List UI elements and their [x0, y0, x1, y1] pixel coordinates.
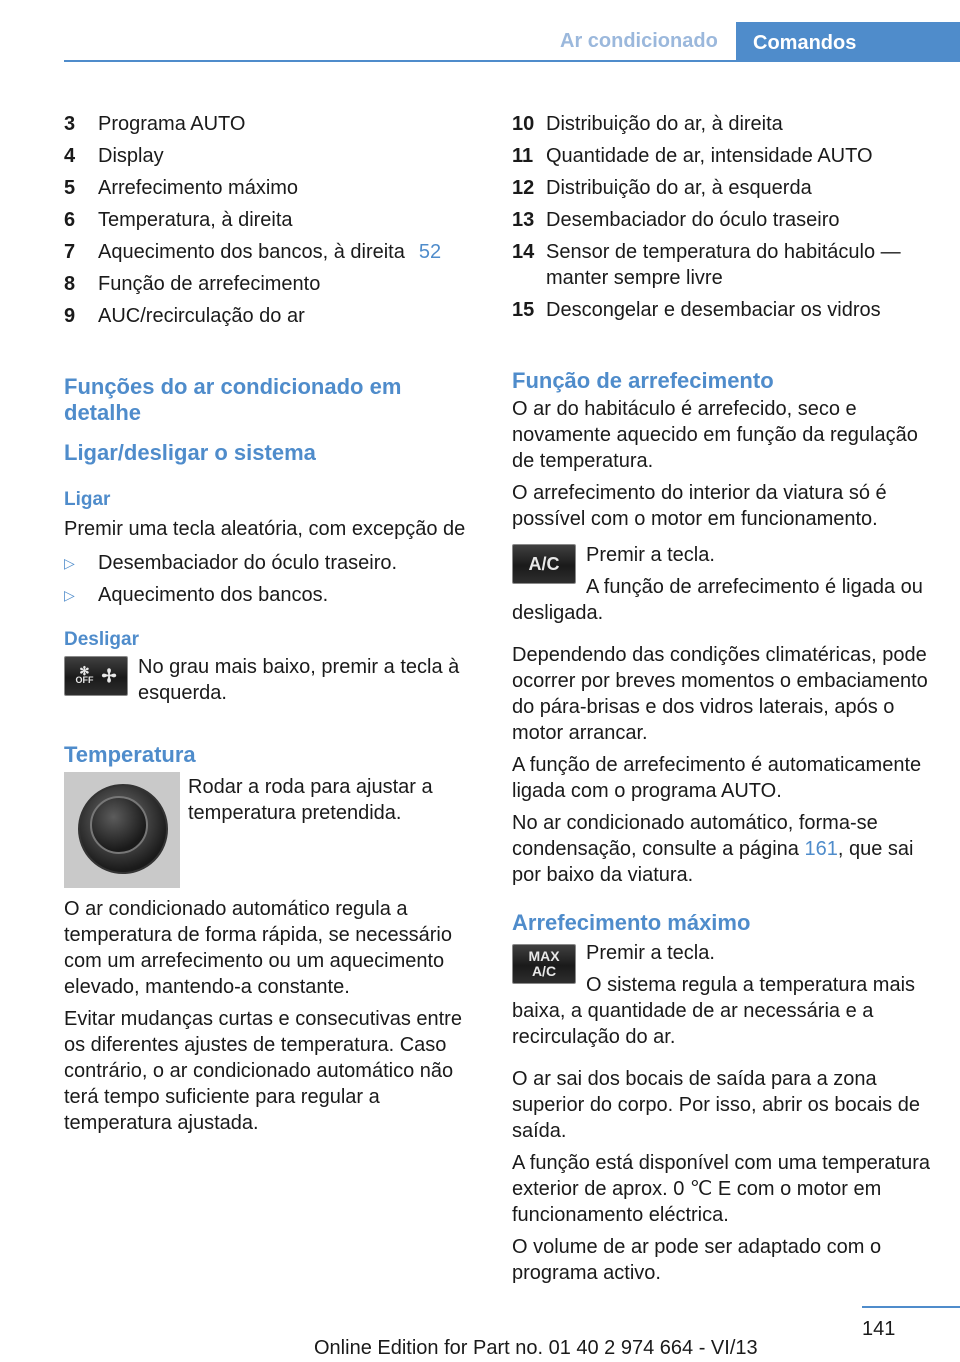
- item-text: Programa AUTO: [98, 113, 246, 135]
- list-item: [512, 142, 932, 174]
- item-number: 5: [64, 177, 76, 199]
- item-text: Quantidade de ar, intensidade AUTO: [546, 145, 873, 167]
- heading-on-off: Ligar/desligar o sistema: [64, 440, 316, 465]
- ac-block: [512, 542, 932, 632]
- max-paragraph-2: A função está disponível com uma temperatura exterior de aprox. 0 ℃ E com o motor em funcionamento eléctrica.: [512, 1152, 931, 1226]
- list-item: [64, 270, 478, 302]
- item-number: 3: [64, 113, 76, 135]
- ac-button-image: [512, 544, 576, 584]
- cool-press: Premir a tecla.: [586, 544, 715, 566]
- heading-cooling: Função de arrefecimento: [512, 368, 774, 393]
- cool-paragraph-5: [512, 810, 932, 888]
- cool-paragraph-3: Dependendo das condições climatéricas, pode ocorrer por breves momentos o embaciamento do pára-brisas e dos vidros laterais, após o motor arrancar.: [512, 644, 928, 744]
- off-block: [64, 652, 478, 712]
- max-paragraph-3: O volume de ar pode ser adaptado com o programa activo.: [512, 1236, 882, 1284]
- item-number: 11: [512, 145, 534, 167]
- on-text: Premir uma tecla aleatória, com excepção de: [64, 518, 466, 540]
- triangle-bullet-icon: ▷: [64, 555, 75, 571]
- heading-off: Desligar: [64, 629, 139, 650]
- on-bullets: [64, 548, 478, 612]
- cool-toggle: A função de arrefecimento é ligada ou desligada.: [512, 576, 923, 624]
- item-number: 6: [64, 209, 76, 231]
- chapter-tab: Comandos: [736, 22, 960, 62]
- list-item: [64, 206, 478, 238]
- bullet-item: [64, 548, 478, 580]
- item-text: Arrefecimento máximo: [98, 177, 299, 199]
- item-text: Temperatura, à direita: [98, 209, 293, 231]
- item-number: 9: [64, 305, 76, 327]
- item-text: Desembaciador do óculo traseiro: [546, 209, 840, 231]
- item-text: Função de arrefecimento: [98, 273, 321, 295]
- list-item: [64, 142, 478, 174]
- max-text: O sistema regula a temperatura mais baixa, a quantidade de ar necessária e a recirculação do ar.: [512, 974, 916, 1048]
- bullet-text: Aquecimento dos bancos.: [98, 584, 329, 606]
- item-text: Display: [98, 145, 164, 167]
- section-title: Ar condicionado: [560, 30, 718, 52]
- heading-temperature: Temperatura: [64, 742, 196, 767]
- list-item: [512, 238, 932, 296]
- legend-list-right: [512, 110, 932, 328]
- cool-paragraph-1: O ar do habitáculo é arrefecido, seco e novamente aquecido em função da regulação de temperatura.: [512, 398, 918, 472]
- cool-p5-text-end: , que sai por baixo da viatura.: [512, 838, 914, 886]
- list-item: [64, 302, 478, 334]
- off-text: No grau mais baixo, premir a tecla à esquerda.: [138, 656, 460, 704]
- list-item: [512, 110, 932, 142]
- heading-max-cooling: Arrefecimento máximo: [512, 910, 751, 935]
- cool-p5-text: No ar condicionado automático, forma-se condensação, consulte a página: [512, 812, 878, 860]
- bullet-item: [64, 580, 478, 612]
- left-column: [64, 110, 478, 1142]
- item-number: 12: [512, 177, 535, 199]
- temperature-knob-image: [64, 772, 180, 888]
- footer-rule: [862, 1306, 960, 1308]
- off-button-image: [64, 656, 128, 696]
- item-text: Sensor de temperatura do habitáculo — manter sempre livre: [546, 241, 901, 289]
- header-rule: [64, 60, 960, 62]
- heading-functions: Funções do ar condicionado em detalhe: [64, 374, 402, 425]
- max-ac-button-image: [512, 944, 576, 984]
- ac-label: A/C: [528, 554, 560, 574]
- temp-text: Rodar a roda para ajustar a temperatura pretendida.: [188, 776, 433, 824]
- item-text: Aquecimento dos bancos, à direita: [98, 241, 405, 263]
- max-label: MAX: [528, 948, 560, 964]
- item-number: 15: [512, 299, 535, 321]
- list-item: [64, 238, 478, 270]
- max-press: Premir a tecla.: [586, 942, 715, 964]
- temp-paragraph-1: O ar condicionado automático regula a temperatura de forma rápida, se necessário com um arrefecimento ou um aquecimento elevado, mantendo-a constante.: [64, 898, 452, 998]
- page-ref-link[interactable]: 161: [804, 838, 838, 860]
- edition-note: Online Edition for Part no. 01 40 2 974 664 - VI/13: [314, 1337, 758, 1359]
- temp-paragraph-2: Evitar mudanças curtas e consecutivas entre os diferentes ajustes de temperatura. Caso contrário, o ar condicionado automático não terá tempo suficiente para regular a temperatura ajustada.: [64, 1008, 462, 1134]
- max-paragraph-1: O ar sai dos bocais de saída para a zona superior do corpo. Por isso, abrir os bocais de saída.: [512, 1068, 920, 1142]
- max-block: [512, 940, 932, 1056]
- cool-paragraph-2: O arrefecimento do interior da viatura só é possível com o motor em funcionamento.: [512, 482, 887, 530]
- page-ref-link[interactable]: 52: [418, 241, 442, 263]
- list-item: [512, 296, 932, 328]
- triangle-bullet-icon: ▷: [64, 587, 75, 603]
- list-item: [512, 174, 932, 206]
- item-text: Distribuição do ar, à esquerda: [546, 177, 812, 199]
- item-text: AUC/recirculação do ar: [98, 305, 305, 327]
- item-number: 8: [64, 273, 76, 295]
- item-number: 7: [64, 241, 76, 263]
- off-label: OFF: [75, 675, 94, 685]
- item-text: Distribuição do ar, à direita: [546, 113, 783, 135]
- ac-label: A/C: [531, 963, 557, 979]
- heading-on: Ligar: [64, 489, 111, 510]
- knob-center: [90, 796, 148, 854]
- list-item: [64, 110, 478, 142]
- item-number: 14: [512, 241, 535, 263]
- item-number: 4: [64, 145, 76, 167]
- list-item: [64, 174, 478, 206]
- item-number: 13: [512, 209, 535, 231]
- page-number: 141: [862, 1318, 896, 1340]
- temp-block: [64, 772, 478, 896]
- cool-paragraph-4: A função de arrefecimento é automaticamente ligada com o programa AUTO.: [512, 754, 922, 802]
- item-text: Descongelar e desembaciar os vidros: [546, 299, 881, 321]
- list-item: [512, 206, 932, 238]
- legend-list-left: [64, 110, 478, 334]
- item-number: 10: [512, 113, 535, 135]
- bullet-text: Desembaciador do óculo traseiro.: [98, 552, 398, 574]
- right-column: [512, 110, 932, 1292]
- fan-off-icon: ✻ OFF ✢: [75, 664, 117, 686]
